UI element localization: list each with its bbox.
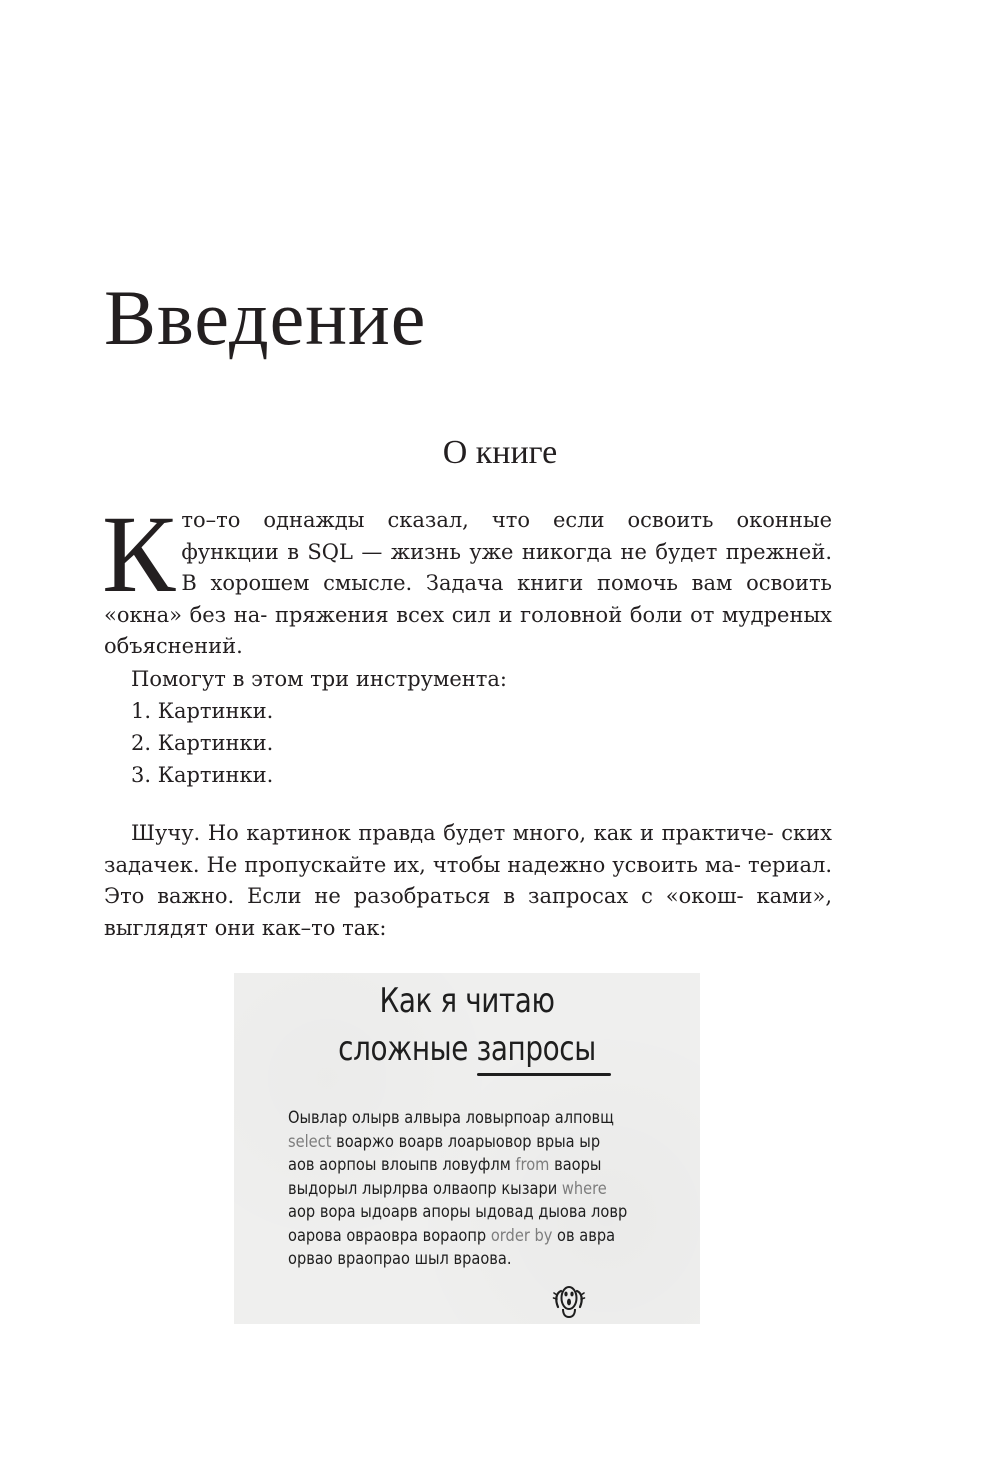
- query-text: воаржо воарв лоарыовор врыа ыр: [331, 1131, 601, 1152]
- illustration: [234, 973, 700, 1324]
- joke-paragraph: Шучу. Но картинок правда будет много, как и практиче- ских задачек. Не пропускайте их, чтобы надежно усвоить ма- териал. Это важно. Если не разобраться в запросах с «окош- ками», выглядят они как–то так:: [104, 821, 832, 940]
- query-text: ов авра: [552, 1225, 616, 1246]
- query-text: выдорыл лырлрва олваопр кызари: [288, 1178, 562, 1199]
- tools-lead: Помогут в этом три инструмента:: [131, 667, 507, 691]
- query-line: [288, 1248, 627, 1272]
- query-line: [288, 1107, 627, 1131]
- tools-list: [104, 695, 832, 791]
- scream-face-icon: [552, 1283, 586, 1319]
- tools-block: [104, 663, 832, 791]
- gibberish-query-text: [288, 1107, 627, 1272]
- list-item: 3. Картинки.: [131, 763, 274, 787]
- query-text: аор вора ыдоарв апоры ыдовад дыова ловр: [288, 1202, 628, 1222]
- query-text: орвао враопрао шыл враова.: [288, 1249, 512, 1269]
- illustration-title-line1: Как я читаю: [379, 981, 555, 1021]
- query-line: [288, 1178, 627, 1202]
- chapter-title: Введение: [104, 274, 427, 361]
- query-keyword: from: [515, 1155, 550, 1175]
- list-item: 2. Картинки.: [131, 731, 274, 755]
- illustration-title-plain: сложные: [338, 1029, 477, 1069]
- illustration-title-line2: [276, 1029, 658, 1069]
- query-keyword: select: [288, 1131, 332, 1152]
- illustration-title-underlined: запросы: [476, 1029, 596, 1069]
- query-keyword: where: [561, 1178, 607, 1199]
- query-line: [288, 1225, 627, 1249]
- title-underline: [477, 1073, 611, 1076]
- query-text: Оывлар олырв алвыра ловырпоар алповщ: [288, 1108, 614, 1128]
- query-line: [288, 1131, 627, 1155]
- query-line: [288, 1154, 627, 1178]
- query-text: ваоры: [549, 1155, 602, 1175]
- intro-paragraph: [102, 493, 832, 663]
- query-text: оарова овраовра вораопр: [288, 1225, 491, 1246]
- query-line: [288, 1201, 627, 1225]
- section-title: О книге: [442, 434, 558, 471]
- drop-cap: К: [102, 493, 176, 615]
- query-text: аов аорпоы влоыпв ловуфлм: [288, 1155, 516, 1175]
- list-item: 1. Картинки.: [131, 699, 274, 723]
- intro-text: то–то однажды сказал, что если освоить оконные функции в SQL — жизнь уже никогда не будет прежней. В хорошем смысле. Задача книги помочь вам освоить «окна» без на- пряжения всех сил и головной боли от мудреных объяснений.: [104, 508, 832, 658]
- query-keyword: order by: [490, 1225, 553, 1246]
